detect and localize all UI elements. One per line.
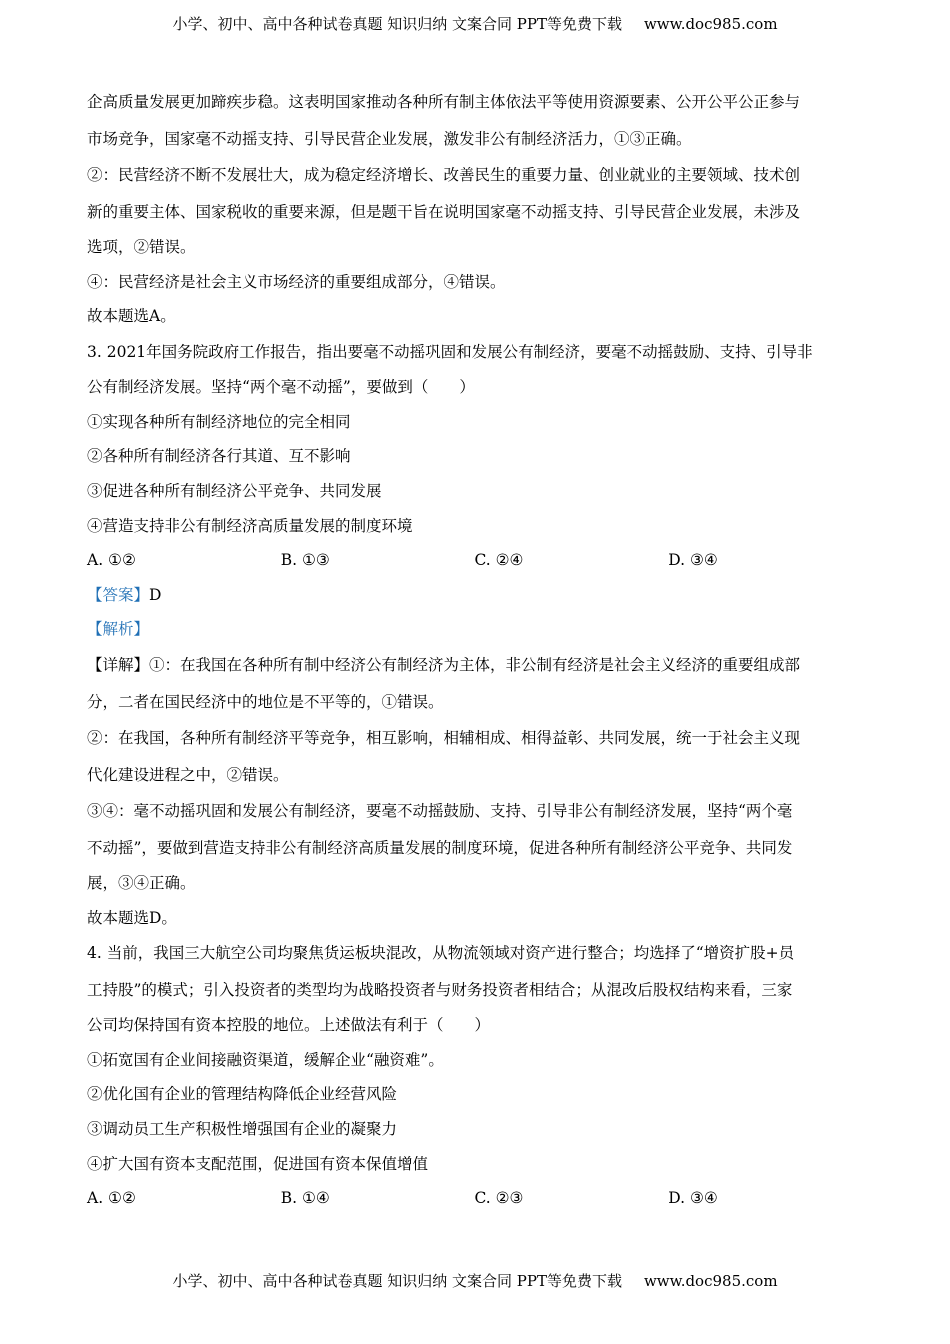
footer-site-link[interactable]: www.doc985.com: [643, 1272, 778, 1290]
option-b: B. ①③: [280, 551, 330, 570]
analysis-tag: 【解析】: [87, 620, 150, 639]
option-d: D. ③④: [668, 1189, 718, 1208]
text-line: 选项，②错误。: [87, 238, 196, 256]
text-line: ④：民营经济是社会主义市场经济的重要组成部分，④错误。: [87, 272, 506, 291]
option-c: C. ②④: [474, 551, 524, 570]
option-d: D. ③④: [668, 551, 718, 570]
text-line: ③④：毫不动摇巩固和发展公有制经济，要毫不动摇鼓励、支持、引导非公有制经济发展，坚持“两个毫: [87, 802, 793, 821]
text-line: 企高质量发展更加蹄疾步稳。这表明国家推动各种所有制主体依法平等使用资源要素、公开公平公正参与: [87, 93, 801, 111]
page-footer: [0, 1270, 950, 1291]
answer-value: D: [149, 585, 162, 604]
option-a: A. ①②: [87, 551, 136, 570]
text-line: 分，二者在国民经济中的地位是不平等的，①错误。: [87, 692, 444, 711]
answer-tag: 【答案】: [87, 585, 150, 604]
question-stem: 公司均保持国有资本控股的地位。上述做法有利于（ ）: [87, 1016, 491, 1035]
statement-item: ②各种所有制经济各行其道、互不影响: [87, 447, 351, 466]
option-a: A. ①②: [87, 1189, 136, 1208]
header-site-link[interactable]: www.doc985.com: [643, 15, 778, 33]
text-line: 故本题选A。: [87, 307, 176, 326]
footer-text: 小学、初中、高中各种试卷真题 知识归纳 文案合同 PPT等免费下载: [172, 1272, 622, 1290]
page-header: [0, 13, 950, 34]
statement-item: ①实现各种所有制经济地位的完全相同: [87, 412, 351, 431]
question-stem: 4. 当前，我国三大航空公司均聚焦货运板块混改，从物流领域对资产进行整合；均选择了“增资扩股+员: [87, 944, 795, 963]
statement-item: ③调动员工生产积极性增强国有企业的凝聚力: [87, 1120, 398, 1138]
question-3: [87, 334, 862, 935]
text-line: 【详解】①：在我国在各种所有制中经济公有制经济为主体，非公制有经济是社会主义经济的重要组成部: [87, 656, 801, 675]
document-body: [87, 84, 862, 1216]
question-stem: 工持股”的模式；引入投资者的类型均为战略投资者与财务投资者相结合；从混改后股权结构来看，三家: [87, 980, 793, 999]
statement-item: ②优化国有企业的管理结构降低企业经营风险: [87, 1085, 398, 1104]
statement-item: ④营造支持非公有制经济高质量发展的制度环境: [87, 516, 413, 535]
text-line: ②：民营经济不断不发展壮大，成为稳定经济增长、改善民生的重要力量、创业就业的主要领域、技术创: [87, 166, 801, 184]
text-line: 市场竞争，国家毫不动摇支持、引导民营企业发展，激发非公有制经济活力，①③正确。: [87, 129, 692, 148]
statement-item: ③促进各种所有制经济公平竞争、共同发展: [87, 482, 382, 501]
text-line: 新的重要主体、国家税收的重要来源，但是题干旨在说明国家毫不动摇支持、引导民营企业发展，未涉及: [87, 202, 801, 221]
answer-options: [87, 1181, 862, 1216]
text-line: ②：在我国，各种所有制经济平等竞争，相互影响，相辅相成、相得益彰、共同发展，统一于社会主义现: [87, 729, 801, 748]
text-line: 不动摇”，要做到营造支持非公有制经济高质量发展的制度环境，促进各种所有制经济公平竞争、共同发: [87, 838, 793, 857]
option-c: C. ②③: [474, 1189, 524, 1208]
statement-item: ④扩大国有资本支配范围，促进国有资本保值增值: [87, 1154, 429, 1173]
header-text: 小学、初中、高中各种试卷真题 知识归纳 文案合同 PPT等免费下载: [172, 15, 622, 33]
answer-line: [87, 578, 862, 613]
text-line: 代化建设进程之中，②错误。: [87, 765, 289, 784]
option-b: B. ①④: [280, 1189, 330, 1208]
question-2-analysis-tail: [87, 84, 862, 334]
answer-options: [87, 543, 862, 578]
question-stem: 公有制经济发展。坚持“两个毫不动摇”，要做到（ ）: [87, 378, 475, 397]
question-4: [87, 935, 862, 1216]
question-stem: 3. 2021年国务院政府工作报告，指出要毫不动摇巩固和发展公有制经济，要毫不动摇鼓励、支持、引导非: [87, 342, 813, 361]
statement-item: ①拓宽国有企业间接融资渠道，缓解企业“融资难”。: [87, 1050, 444, 1069]
text-line: 展，③④正确。: [87, 874, 196, 893]
conclusion: 故本题选D。: [87, 908, 177, 927]
